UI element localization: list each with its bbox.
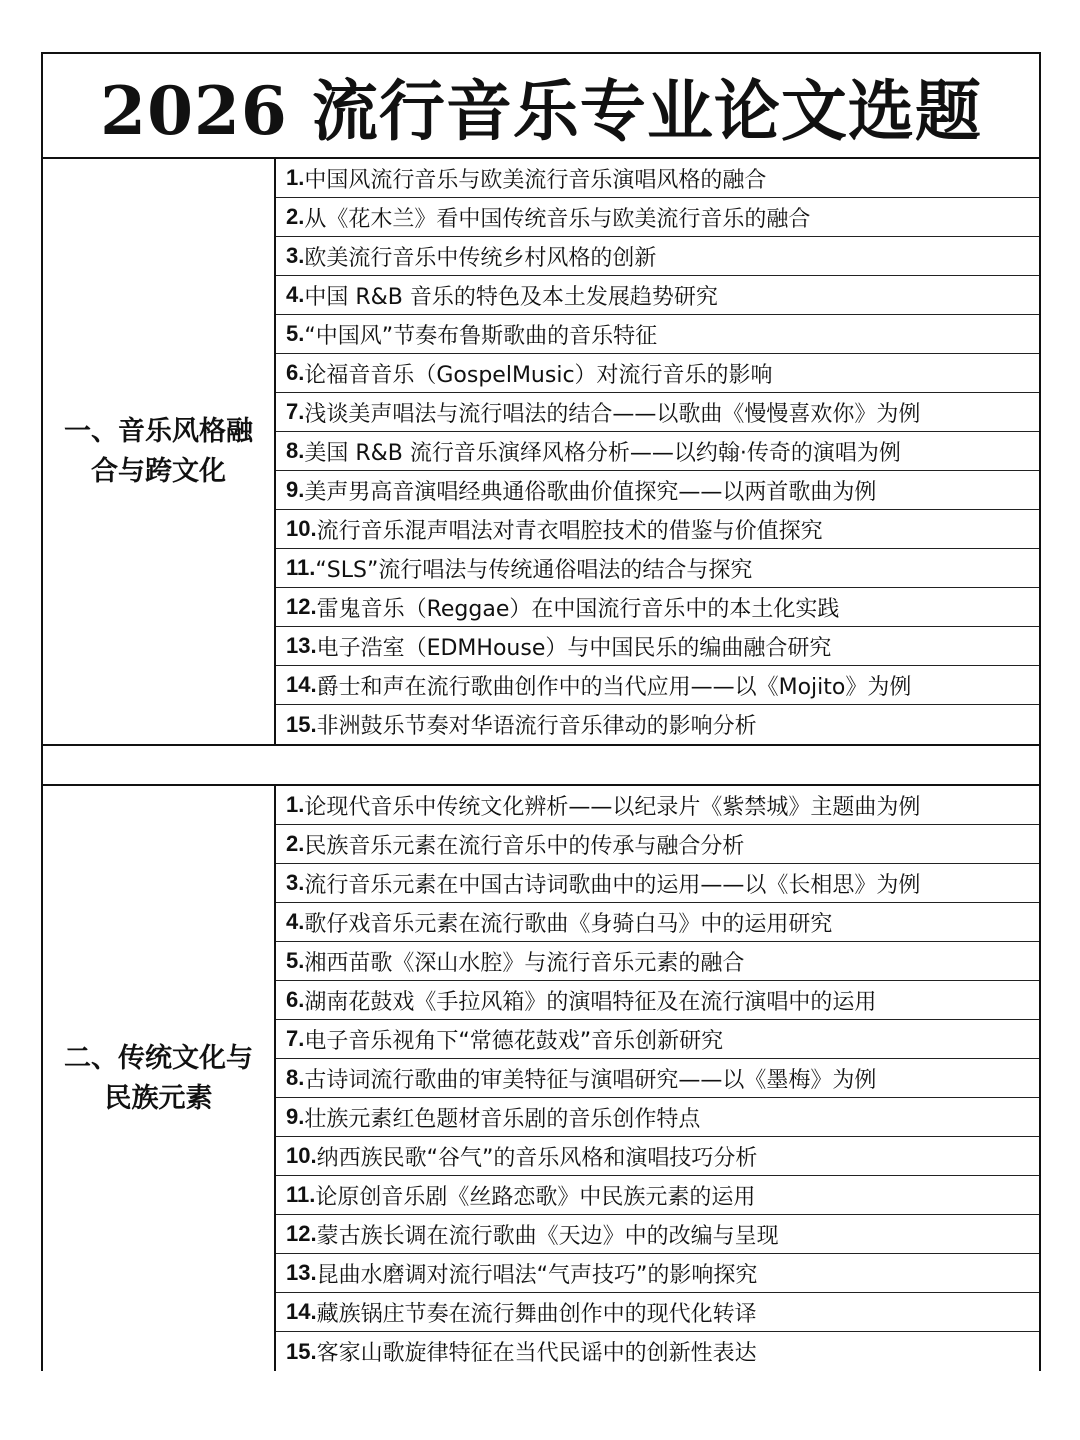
topic-row: [276, 1137, 1039, 1176]
topic-number: 5.: [286, 321, 305, 346]
topic-text: 蒙古族长调在流行歌曲《天边》中的改编与呈现: [316, 1223, 779, 1249]
topic-text: 美国 R&B 流行音乐演绎风格分析——以约翰·传奇的演唱为例: [304, 440, 901, 466]
topic-text: “中国风”节奏布鲁斯歌曲的音乐特征: [304, 323, 658, 349]
topic-row: [276, 1059, 1039, 1098]
topic-row: [276, 588, 1039, 627]
topic-text: 美声男高音演唱经典通俗歌曲价值探究——以两首歌曲为例: [304, 479, 877, 505]
topic-text: 中国风流行音乐与欧美流行音乐演唱风格的融合: [304, 167, 767, 193]
topic-number: 8.: [286, 1065, 305, 1090]
topic-row: [276, 1176, 1039, 1215]
category-label-line2: 民族元素: [104, 1082, 213, 1114]
topic-number: 1.: [286, 792, 305, 817]
topic-row: [276, 1332, 1039, 1371]
section-style-fusion: [43, 159, 1039, 746]
topic-number: 8.: [286, 438, 305, 463]
topic-row: [276, 666, 1039, 705]
topic-number: 3.: [286, 243, 305, 268]
topic-text: 浅谈美声唱法与流行唱法的结合——以歌曲《慢慢喜欢你》为例: [304, 401, 921, 427]
topic-table: [41, 52, 1041, 1371]
category-label-line1: 二、传统文化与: [64, 1042, 253, 1074]
category-cell: [43, 786, 276, 1371]
topic-row: [276, 864, 1039, 903]
topic-row: [276, 354, 1039, 393]
topic-row: [276, 1293, 1039, 1332]
topic-number: 1.: [286, 165, 305, 190]
topic-text: 中国 R&B 音乐的特色及本土发展趋势研究: [304, 284, 718, 310]
topic-number: 7.: [286, 399, 305, 424]
topic-text: 藏族锅庄节奏在流行舞曲创作中的现代化转译: [316, 1301, 757, 1327]
category-label-line2: 合与跨文化: [91, 455, 226, 487]
topic-text: 流行音乐混声唱法对青衣唱腔技术的借鉴与价值探究: [316, 518, 823, 544]
topic-number: 10.: [286, 1143, 317, 1168]
topic-row: [276, 237, 1039, 276]
topic-number: 6.: [286, 360, 305, 385]
topic-text: 流行音乐元素在中国古诗词歌曲中的运用——以《长相思》为例: [304, 872, 921, 898]
topic-text: 湖南花鼓戏《手拉风箱》的演唱特征及在流行演唱中的运用: [304, 989, 877, 1015]
topic-row: [276, 1098, 1039, 1137]
topic-row: [276, 786, 1039, 825]
topic-row: [276, 159, 1039, 198]
topic-number: 5.: [286, 948, 305, 973]
topic-text: 民族音乐元素在流行音乐中的传承与融合分析: [304, 833, 745, 859]
topic-text: 电子浩室（EDMHouse）与中国民乐的编曲融合研究: [316, 635, 832, 661]
topic-row: [276, 705, 1039, 744]
topic-number: 2.: [286, 204, 305, 229]
topic-number: 14.: [286, 672, 317, 697]
topic-text: 爵士和声在流行歌曲创作中的当代应用——以《Mojito》为例: [316, 674, 912, 700]
topic-text: 非洲鼓乐节奏对华语流行音乐律动的影响分析: [316, 714, 757, 739]
topic-row: [276, 276, 1039, 315]
topic-text: “SLS”流行唱法与传统通俗唱法的结合与探究: [315, 557, 753, 583]
topic-row: [276, 1020, 1039, 1059]
topic-row: [276, 825, 1039, 864]
topic-row: [276, 627, 1039, 666]
topic-number: 6.: [286, 987, 305, 1012]
topic-row: [276, 510, 1039, 549]
spacer-row: [43, 746, 1039, 786]
topic-number: 11.: [286, 555, 316, 580]
topic-number: 14.: [286, 1299, 317, 1324]
topic-row: [276, 432, 1039, 471]
topic-row: [276, 198, 1039, 237]
topic-number: 4.: [286, 909, 305, 934]
topic-row: [276, 981, 1039, 1020]
topic-row: [276, 549, 1039, 588]
topic-number: 10.: [286, 516, 317, 541]
topic-number: 12.: [286, 594, 317, 619]
topic-text: 从《花木兰》看中国传统音乐与欧美流行音乐的融合: [304, 206, 811, 232]
topic-number: 7.: [286, 1026, 305, 1051]
topic-row: [276, 942, 1039, 981]
topic-number: 13.: [286, 633, 317, 658]
topic-number: 11.: [286, 1182, 316, 1207]
topic-text: 壮族元素红色题材音乐剧的音乐创作特点: [304, 1106, 701, 1132]
topic-text: 古诗词流行歌曲的审美特征与演唱研究——以《墨梅》为例: [304, 1067, 877, 1093]
category-cell: [43, 159, 276, 744]
topic-row: [276, 315, 1039, 354]
topic-row: [276, 903, 1039, 942]
topic-text: 论现代音乐中传统文化辨析——以纪录片《紫禁城》主题曲为例: [304, 794, 921, 820]
topic-text: 昆曲水磨调对流行唱法“气声技巧”的影响探究: [316, 1262, 758, 1288]
topic-list: [276, 159, 1039, 744]
topic-number: 13.: [286, 1260, 317, 1285]
topic-number: 9.: [286, 477, 305, 502]
topic-number: 2.: [286, 831, 305, 856]
topic-number: 15.: [286, 1338, 317, 1364]
topic-text: 歌仔戏音乐元素在流行歌曲《身骑白马》中的运用研究: [304, 911, 833, 937]
topic-text: 论福音音乐（GospelMusic）对流行音乐的影响: [304, 362, 773, 388]
topic-number: 9.: [286, 1104, 305, 1129]
topic-number: 3.: [286, 870, 305, 895]
topic-number: 12.: [286, 1221, 317, 1246]
page-title: 2026 流行音乐专业论文选题: [43, 54, 1039, 159]
topic-row: [276, 1254, 1039, 1293]
topic-row: [276, 393, 1039, 432]
topic-text: 雷鬼音乐（Reggae）在中国流行音乐中的本土化实践: [316, 596, 840, 622]
topic-text: 电子音乐视角下“常德花鼓戏”音乐创新研究: [304, 1028, 724, 1054]
topic-number: 15.: [286, 711, 317, 737]
section-traditional-culture: [43, 786, 1039, 1371]
topic-text: 湘西苗歌《深山水腔》与流行音乐元素的融合: [304, 950, 745, 976]
topic-list: [276, 786, 1039, 1371]
category-label-line1: 一、音乐风格融: [64, 415, 253, 447]
topic-number: 4.: [286, 282, 305, 307]
topic-text: 欧美流行音乐中传统乡村风格的创新: [304, 245, 657, 271]
topic-text: 客家山歌旋律特征在当代民谣中的创新性表达: [316, 1341, 757, 1366]
topic-text: 论原创音乐剧《丝路恋歌》中民族元素的运用: [315, 1184, 756, 1210]
topic-row: [276, 471, 1039, 510]
topic-text: 纳西族民歌“谷气”的音乐风格和演唱技巧分析: [316, 1145, 758, 1171]
topic-row: [276, 1215, 1039, 1254]
